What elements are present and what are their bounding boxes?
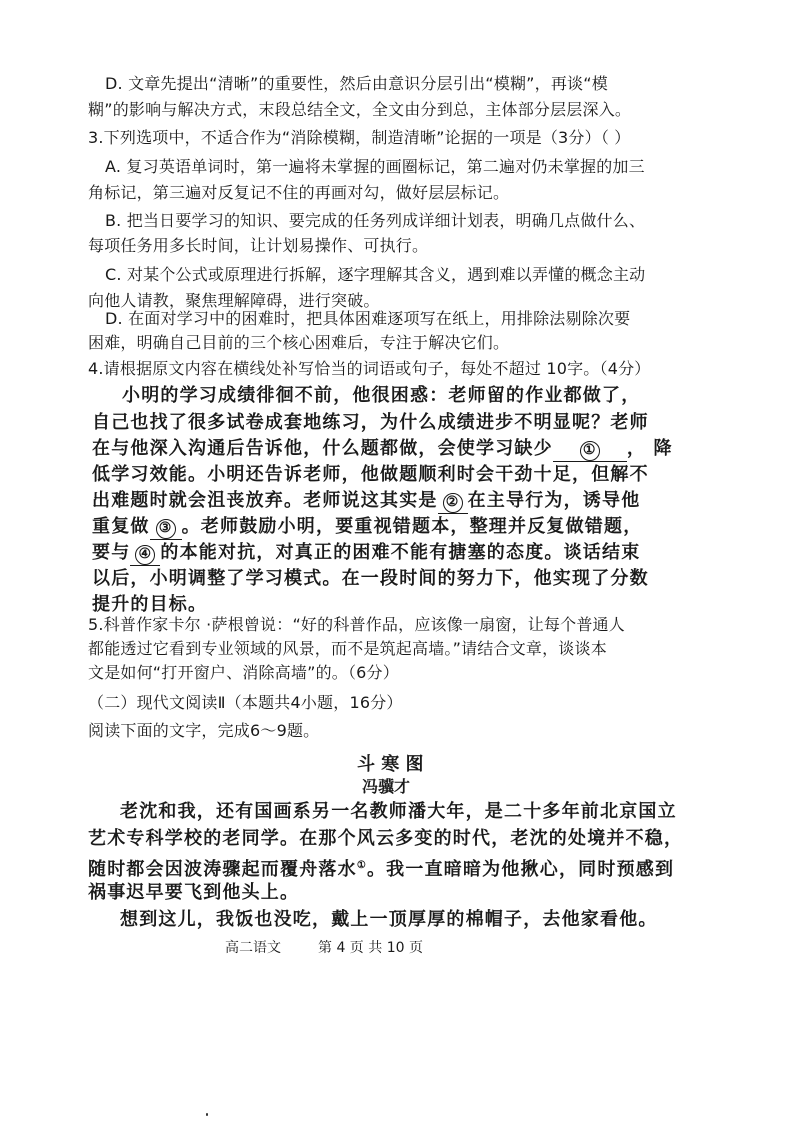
q4-passage-line8: 以后，小明调整了学习模式。在一段时间的努力下，他实现了分数 — [92, 568, 649, 589]
q3-option-b-line2: 每项任务用多长时间，让计划易操作、可执行。 — [88, 236, 429, 255]
story-title: 斗 寒 图 — [357, 754, 424, 775]
q4-blank-2-marker: ② — [443, 493, 463, 513]
footer-page-number: 第 4 页 共 10 页 — [318, 940, 423, 956]
q4-passage-line2: 自己也找了很多试卷成套地练习，为什么成绩进步不明显呢？老师 — [92, 412, 649, 433]
footnote-marker: ① — [356, 860, 367, 871]
q4-passage-line3-text-a: 在与他深入沟通后告诉他，什么题都做，会使学习缺少 — [92, 438, 553, 459]
q4-stem: 4.请根据原文内容在横线处补写恰当的词语或句子，每处不超过 10字。（4分） — [88, 359, 651, 378]
story-para1-line2: 艺术专科学校的老同学。在那个风云多变的时代，老沈的处境并不稳， — [88, 828, 684, 849]
q4-blank-4[interactable] — [130, 543, 160, 566]
q3-option-c-line2: 向他人请教，聚焦理解障碍，进行突破。 — [88, 291, 380, 310]
story-author: 冯骥才 — [362, 777, 411, 796]
scan-speck — [206, 1113, 208, 1116]
q4-passage-line4: 低学习效能。小明还告诉老师，他做题顺利时会干劲十足，但解不 — [92, 464, 649, 485]
q2-option-d-line1: D. 文章先提出“清晰”的重要性，然后由意识分层引出“模糊”，再谈“模 — [105, 74, 608, 93]
story-para1-line3-text-b: 。我一直暗暗为他揪心，同时预感到 — [366, 859, 675, 880]
story-para1-line3-text-a: 随时都会因波涛骤起而覆舟落水 — [88, 859, 357, 880]
q4-passage-line6-text-a: 重复做 — [92, 516, 150, 537]
q5-line2: 都能透过它看到专业领域的风景，而不是筑起高墙。”请结合文章，谈谈本 — [88, 639, 607, 658]
q4-passage-line7-text-b: 的本能对抗，对真正的困难不能有搪塞的态度。谈话结束 — [160, 542, 641, 563]
q4-passage-line7 — [92, 541, 640, 566]
q4-passage-line1: 小明的学习成绩徘徊不前，他很困惑：老师留的作业都做了， — [122, 385, 641, 406]
q2-option-d-line2: 糊”的影响与解决方式，末段总结全文，全文由分到总，主体部分层层深入。 — [88, 100, 632, 119]
q5-line3: 文是如何“打开窗户、消除高墙”的。（6分） — [88, 663, 399, 682]
q4-passage-line7-text-a: 要与 — [92, 542, 131, 563]
q4-passage-line5-text-b: 在主导行为，诱导他 — [467, 490, 641, 511]
q4-passage-line3 — [92, 437, 673, 462]
q4-passage-line3-text-b: ， 降 — [626, 438, 673, 459]
story-para1-line3 — [88, 854, 674, 882]
footer-subject: 高二语文 — [225, 940, 281, 956]
section2-heading: （二）现代文阅读Ⅱ（本题共4小题，16分） — [88, 693, 403, 712]
q4-blank-3[interactable] — [150, 517, 182, 540]
q4-blank-1-marker: ① — [580, 441, 600, 461]
q4-passage-line5 — [92, 489, 640, 514]
q4-passage-line6 — [92, 515, 642, 540]
q3-option-b-line1: B. 把当日要学习的知识、要完成的任务列成详细计划表，明确几点做什么、 — [105, 211, 646, 230]
q3-option-d-line1: D. 在面对学习中的困难时，把具体困难逐项写在纸上，用排除法剔除次要 — [105, 309, 631, 328]
q3-option-a-line1: A. 复习英语单词时，第一遍将未掌握的画圈标记，第二遍对仍未掌握的加三 — [105, 157, 645, 176]
q3-option-a-line2: 角标记，第三遍对反复记不住的再画对勾，做好层层标记。 — [88, 183, 510, 202]
q3-stem: 3.下列选项中，不适合作为“消除模糊，制造清晰”论据的一项是（3分）（ ） — [88, 128, 631, 147]
q4-blank-3-marker: ③ — [156, 519, 176, 539]
story-para2-line1: 想到这儿，我饭也没吃，戴上一顶厚厚的棉帽子，去他家看他。 — [120, 909, 658, 930]
q3-option-d-line2: 困难，明确自己目前的三个核心困难后，专注于解决它们。 — [88, 333, 510, 352]
q4-blank-1[interactable] — [553, 439, 627, 462]
q4-passage-line9: 提升的目标。 — [92, 594, 208, 615]
q3-option-c-line1: C. 对某个公式或原理进行拆解，逐字理解其含义，遇到难以弄懂的概念主动 — [105, 265, 646, 284]
q4-passage-line6-text-b: 。老师鼓励小明，要重视错题本，整理并反复做错题， — [181, 516, 643, 537]
q4-blank-4-marker: ④ — [135, 545, 155, 565]
q4-passage-line5-text-a: 出难题时就会沮丧放弃。老师说这其实是 — [92, 490, 438, 511]
q5-line1: 5.科普作家卡尔 ·萨根曾说：“好的科普作品，应该像一扇窗，让每个普通人 — [88, 615, 625, 634]
story-para1-line4: 祸事迟早要飞到他头上。 — [88, 882, 300, 903]
section2-instruction: 阅读下面的文字，完成6～9题。 — [88, 721, 320, 740]
story-para1-line1: 老沈和我，还有国画系另一名教师潘大年，是二十多年前北京国立 — [120, 801, 677, 822]
q4-blank-2[interactable] — [438, 491, 468, 514]
